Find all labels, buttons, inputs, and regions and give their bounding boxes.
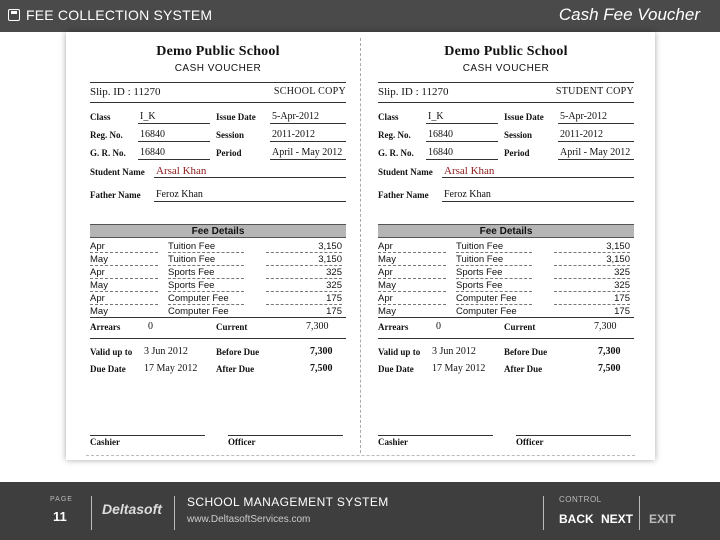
fee-amount: 325 [266,280,342,292]
slip-label: Slip. ID : [90,86,131,98]
fee-month: Apr [378,267,446,279]
slip-id [90,86,161,98]
issue-date-value: 5-Apr-2012 [270,111,346,124]
fee-month: May [90,254,158,266]
rule [90,82,346,83]
fee-month: May [378,306,446,318]
fee-head: Computer Fee [456,306,532,318]
rule [90,102,346,103]
fee-row [90,267,346,280]
before-due-value: 7,300 [310,346,333,357]
next-button[interactable]: NEXT [601,512,634,526]
fee-row [378,280,634,293]
fee-head: Tuition Fee [168,254,244,266]
fee-head: Sports Fee [168,267,244,279]
issue-date-value: 5-Apr-2012 [558,111,634,124]
reg-no-value: 16840 [138,129,210,142]
school-name: Demo Public School [156,44,280,59]
back-button[interactable]: BACK [559,512,594,526]
rule [378,102,634,103]
period-label: Period [504,148,530,158]
student-name-label: Student Name [90,167,145,177]
page-number: 11 [53,509,67,524]
due-date-label: Due Date [90,364,126,374]
rule [378,338,634,339]
issue-date-label: Issue Date [504,112,544,122]
class-value: I_K [426,111,498,124]
fee-amount: 325 [266,267,342,279]
after-due-value: 7,500 [310,363,333,374]
fee-month: Apr [90,241,158,253]
after-due-label: After Due [216,364,255,374]
fee-head: Sports Fee [456,267,532,279]
school-copy-voucher [90,44,346,447]
voucher-slide [0,32,720,482]
slip-row [378,86,634,98]
session-label: Session [216,130,245,140]
rule [90,317,346,318]
footer-divider [639,496,640,530]
footer-divider [543,496,544,530]
arrears-value: 0 [436,321,441,332]
app-title [8,7,212,23]
rule [378,317,634,318]
page-label: PAGE [50,496,73,503]
cashier-signature: Cashier [90,435,205,447]
system-name: SCHOOL MANAGEMENT SYSTEM [187,495,389,509]
fee-amount: 325 [554,267,630,279]
gr-no-label: G. R. No. [90,148,126,158]
fee-row [90,293,346,306]
current-label: Current [504,322,536,332]
fee-amount: 3,150 [266,254,342,266]
father-name-value: Feroz Khan [442,189,634,202]
fee-month: May [90,306,158,318]
fee-month: Apr [378,293,446,305]
slip-label: Slip. ID : [378,86,419,98]
fee-row [378,267,634,280]
fee-month: Apr [90,267,158,279]
fee-month: May [378,254,446,266]
fee-list [378,241,634,319]
fee-row [90,254,346,267]
rule [378,82,634,83]
due-date-label: Due Date [378,364,414,374]
gr-no-value: 16840 [426,147,498,160]
fee-head: Computer Fee [168,293,244,305]
session-value: 2011-2012 [558,129,634,142]
before-due-label: Before Due [216,347,260,357]
father-name-label: Father Name [90,190,141,200]
exit-button[interactable]: EXIT [649,512,676,526]
rule [90,338,346,339]
fee-head: Sports Fee [456,280,532,292]
gr-no-label: G. R. No. [378,148,414,158]
period-label: Period [216,148,242,158]
class-label: Class [90,112,111,122]
cut-line [360,38,361,453]
footer-divider [91,496,92,530]
fee-amount: 175 [266,293,342,305]
app-title-text: FEE COLLECTION SYSTEM [26,7,213,23]
arrears-value: 0 [148,321,153,332]
valid-up-to-value: 3 Jun 2012 [144,346,188,357]
current-value: 7,300 [306,321,329,332]
fee-amount: 3,150 [554,254,630,266]
fee-head: Sports Fee [168,280,244,292]
fee-details-header: Fee Details [378,224,634,238]
website-url: www.DeltasoftServices.com [187,514,311,525]
save-icon [8,9,20,21]
fee-amount: 3,150 [554,241,630,253]
fee-row [378,241,634,254]
after-due-value: 7,500 [598,363,621,374]
reg-no-value: 16840 [426,129,498,142]
valid-up-to-value: 3 Jun 2012 [432,346,476,357]
fee-amount: 325 [554,280,630,292]
voucher-title: CASH VOUCHER [174,63,262,74]
copy-type: STUDENT COPY [555,86,634,97]
session-label: Session [504,130,533,140]
fee-list [90,241,346,319]
gr-no-value: 16840 [138,147,210,160]
slip-id-value: 11270 [421,86,449,98]
session-value: 2011-2012 [270,129,346,142]
arrears-label: Arrears [378,322,409,332]
school-name: Demo Public School [444,44,568,59]
student-name-value: Arsal Khan [154,165,346,178]
footer-bar [0,482,720,540]
fee-details-header: Fee Details [90,224,346,238]
period-value: April - May 2012 [558,147,634,160]
copy-type: SCHOOL COPY [273,86,346,97]
student-name-value: Arsal Khan [442,165,634,178]
slip-id-value: 11270 [133,86,161,98]
fee-head: Tuition Fee [456,254,532,266]
fee-amount: 175 [266,306,342,318]
before-due-value: 7,300 [598,346,621,357]
class-label: Class [378,112,399,122]
cashier-signature: Cashier [378,435,493,447]
due-date-value: 17 May 2012 [144,363,198,374]
father-name-value: Feroz Khan [154,189,346,202]
title-bar [0,0,720,32]
current-label: Current [216,322,248,332]
brand-logo: Deltasoft [102,501,162,517]
officer-signature: Officer [228,435,343,447]
fee-row [90,241,346,254]
before-due-label: Before Due [504,347,548,357]
student-name-label: Student Name [378,167,433,177]
voucher-title: CASH VOUCHER [462,63,550,74]
reg-no-label: Reg. No. [90,130,123,140]
fee-month: May [378,280,446,292]
footer-divider [174,496,175,530]
slip-row [90,86,346,98]
due-date-value: 17 May 2012 [432,363,486,374]
fee-month: Apr [378,241,446,253]
student-copy-voucher [378,44,634,447]
fee-row [378,254,634,267]
reg-no-label: Reg. No. [378,130,411,140]
period-value: April - May 2012 [270,147,346,160]
current-value: 7,300 [594,321,617,332]
fee-head: Computer Fee [456,293,532,305]
officer-signature: Officer [516,435,631,447]
after-due-label: After Due [504,364,543,374]
control-label: CONTROL [559,495,602,504]
father-name-label: Father Name [378,190,429,200]
fee-month: Apr [90,293,158,305]
fee-amount: 175 [554,306,630,318]
fee-head: Tuition Fee [168,241,244,253]
bottom-cut-line [86,455,635,456]
issue-date-label: Issue Date [216,112,256,122]
valid-up-to-label: Valid up to [90,347,133,357]
fee-row [90,280,346,293]
screen-title: Cash Fee Voucher [558,5,700,24]
fee-month: May [90,280,158,292]
slip-id [378,86,449,98]
fee-amount: 3,150 [266,241,342,253]
fee-head: Tuition Fee [456,241,532,253]
fee-row [378,293,634,306]
voucher-paper [66,32,655,460]
fee-head: Computer Fee [168,306,244,318]
valid-up-to-label: Valid up to [378,347,421,357]
class-value: I_K [138,111,210,124]
arrears-label: Arrears [90,322,121,332]
fee-amount: 175 [554,293,630,305]
